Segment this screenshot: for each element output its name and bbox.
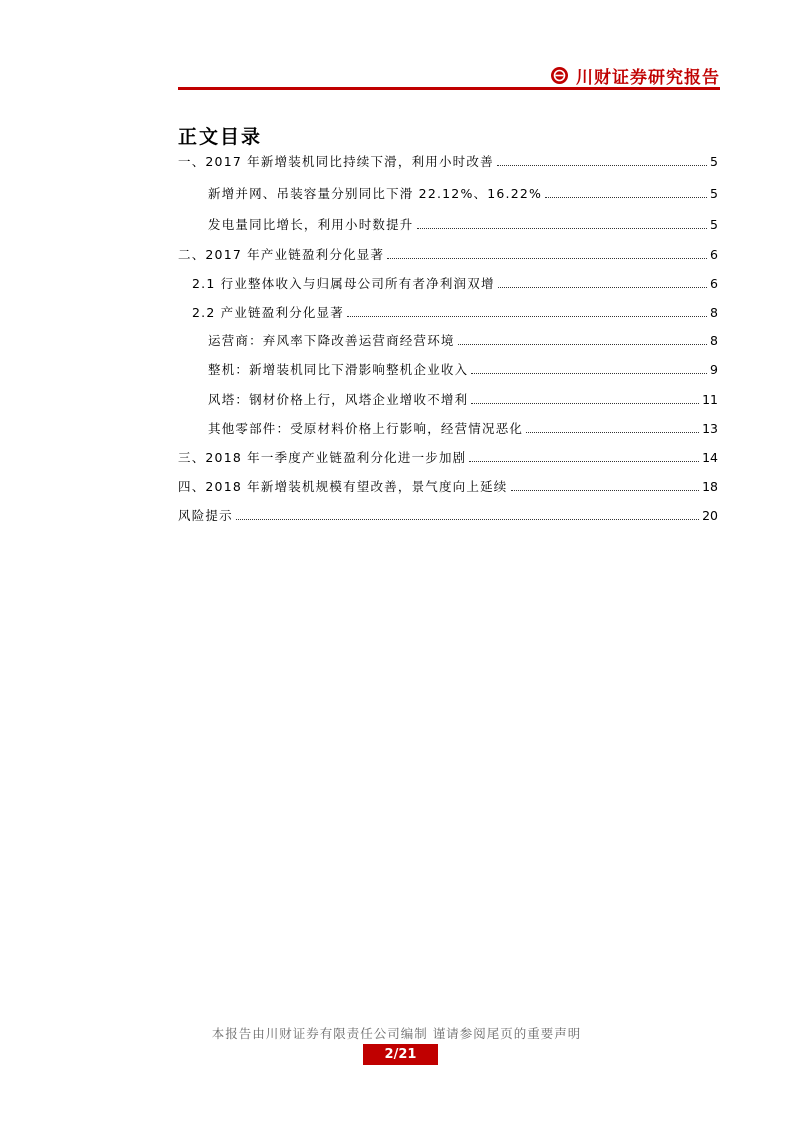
toc-entry-page: 9 (710, 362, 718, 377)
toc-entry-page: 8 (710, 305, 718, 320)
header-divider (178, 87, 720, 90)
toc-entry-label: 一、2017 年新增装机同比持续下滑，利用小时改善 (178, 154, 494, 169)
toc-entry[interactable] (208, 358, 718, 378)
toc-entry[interactable] (192, 301, 718, 321)
toc-entry[interactable] (208, 213, 718, 233)
toc-entry[interactable] (178, 150, 718, 170)
toc-entry-page: 5 (710, 217, 718, 232)
toc-entry-label: 整机：新增装机同比下滑影响整机企业收入 (208, 362, 469, 377)
toc-heading: 正文目录 (178, 126, 263, 148)
toc-entry-label: 风险提示 (178, 508, 233, 523)
toc-entry-label: 风塔：钢材价格上行，风塔企业增收不增利 (208, 392, 469, 407)
page-number: 2/21 (363, 1044, 438, 1065)
dot-leader (458, 344, 707, 345)
toc-entry-page: 11 (702, 392, 718, 407)
toc-entry-label: 发电量同比增长，利用小时数提升 (208, 217, 414, 232)
brand (551, 64, 720, 86)
toc-entry[interactable] (192, 272, 718, 292)
toc-entry-label: 其他零部件：受原材料价格上行影响，经营情况恶化 (208, 421, 524, 436)
toc-entry-page: 14 (702, 450, 718, 465)
toc-entry-label: 2.2 产业链盈利分化显著 (192, 305, 344, 320)
page-header (178, 60, 720, 90)
dot-leader (526, 432, 699, 433)
toc-entry[interactable] (178, 446, 718, 466)
toc-entry-label: 2.1 行业整体收入与归属母公司所有者净利润双增 (192, 276, 495, 291)
dot-leader (469, 461, 699, 462)
toc-entry-page: 5 (710, 186, 718, 201)
dot-leader (387, 258, 707, 259)
dot-leader (511, 490, 700, 491)
toc-entry-page: 5 (710, 154, 718, 169)
dot-leader (497, 165, 707, 166)
dot-leader (471, 403, 699, 404)
toc-entry[interactable] (178, 475, 718, 495)
dot-leader (498, 287, 707, 288)
toc-entry-page: 6 (710, 247, 718, 262)
toc-entry[interactable] (178, 243, 718, 263)
toc-entry-page: 20 (702, 508, 718, 523)
toc-entry-label: 四、2018 年新增装机规模有望改善，景气度向上延续 (178, 479, 508, 494)
toc-entry[interactable] (208, 329, 718, 349)
dot-leader (347, 316, 707, 317)
dot-leader (417, 228, 708, 229)
toc-entry-label: 二、2017 年产业链盈利分化显著 (178, 247, 385, 262)
toc-entry[interactable] (208, 417, 718, 437)
toc-entry-page: 8 (710, 333, 718, 348)
dot-leader (236, 519, 699, 520)
toc-entry-page: 18 (702, 479, 718, 494)
toc-entry-label: 三、2018 年一季度产业链盈利分化进一步加剧 (178, 450, 467, 465)
toc-entry[interactable] (208, 388, 718, 408)
toc-entry[interactable] (178, 504, 718, 524)
toc-entry[interactable] (208, 182, 718, 202)
dot-leader (545, 197, 707, 198)
footer-disclaimer: 本报告由川财证券有限责任公司编制 谨请参阅尾页的重要声明 (211, 1026, 582, 1041)
dot-leader (471, 373, 707, 374)
toc-entry-page: 13 (702, 421, 718, 436)
toc-entry-page: 6 (710, 276, 718, 291)
toc-entry-label: 运营商：弃风率下降改善运营商经营环境 (208, 333, 455, 348)
broker-logo-icon (551, 67, 568, 84)
toc-entry-label: 新增并网、吊装容量分别同比下滑 22.12%、16.22% (208, 186, 543, 201)
brand-title: 川财证券研究报告 (576, 67, 720, 88)
